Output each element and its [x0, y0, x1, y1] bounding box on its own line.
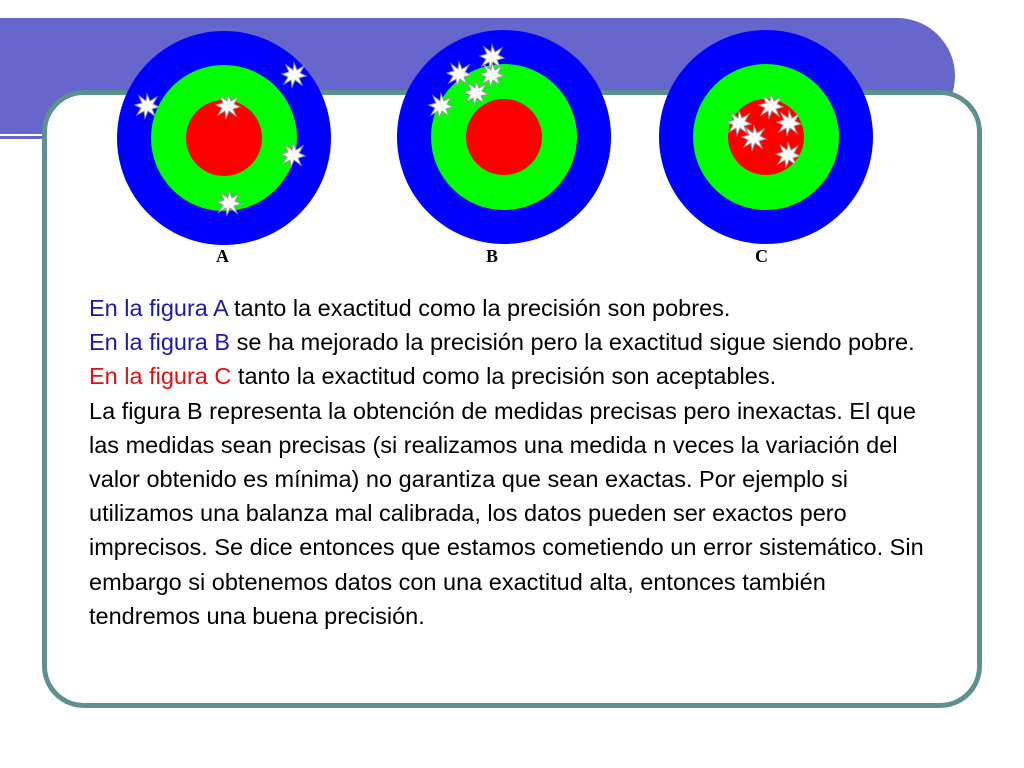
figure-a-highlight: En la figura A — [89, 295, 228, 321]
paragraph-figure-a — [89, 291, 939, 325]
targets-figure — [0, 0, 1024, 290]
target-c-label: C — [755, 246, 768, 266]
paragraph-figure-c — [89, 359, 939, 393]
figure-c-text: tanto la exactitud como la precisión son aceptables. — [231, 363, 777, 390]
target-a — [117, 31, 331, 266]
explanation-text — [89, 291, 939, 633]
figure-a-text: tanto la exactitud como la precisión son pobres. — [227, 295, 731, 321]
figure-c-highlight: En la figura C — [89, 363, 232, 390]
target-a-label: A — [216, 246, 229, 266]
figure-b-highlight: En la figura B — [89, 329, 231, 356]
target-c — [659, 30, 873, 266]
target-b — [397, 30, 611, 266]
figure-b-text: se ha mejorado la precisión pero la exactitud sigue siendo pobre. — [230, 329, 915, 356]
paragraph-explanation — [89, 394, 939, 633]
explanation-body: La figura B representa la obtención de medidas precisas pero inexactas. El que las medidas sean precisas (si realizamos una medida n veces la variación del valor obtenido es mínima) no garantiza que sean exactas. Por ejemplo si utilizamos una balanza mal calibrada, los datos pueden ser exactos pero imprecisos. Se dice entonces que estamos cometiendo un error sistemático. Sin embargo si obtenemos datos con una exactitud alta, entonces también tendremos una buena precisión. — [89, 397, 924, 629]
paragraph-figure-b — [89, 325, 939, 359]
target-b-bullseye — [466, 99, 542, 175]
target-b-label: B — [486, 246, 499, 266]
